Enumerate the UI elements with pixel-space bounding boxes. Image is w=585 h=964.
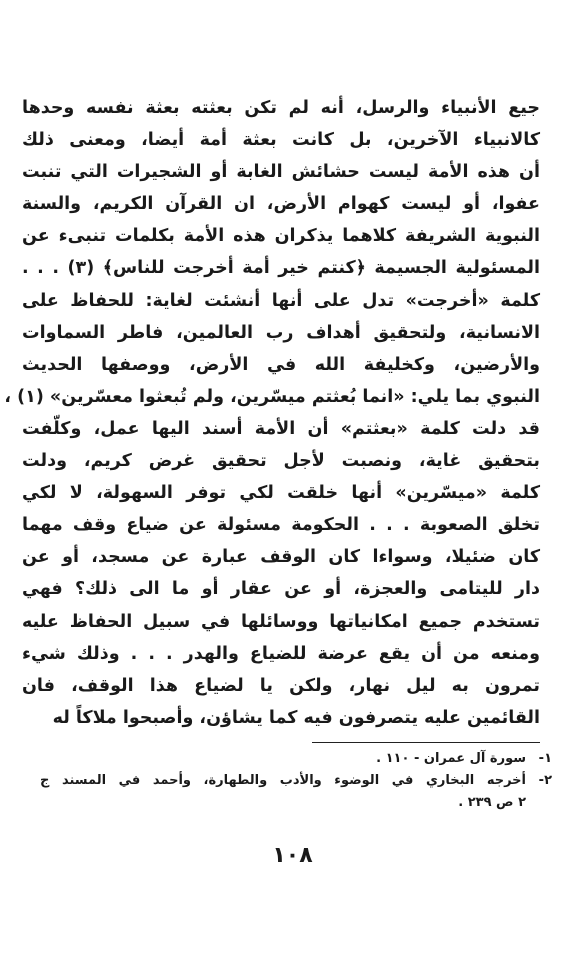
text-line: الانسانية، ولتحقيق أهداف رب العالمين، فاطر السماوات bbox=[22, 322, 540, 343]
text-line: تخلق الصعوبة . . . الحكومة مسئولة عن ضياع وقف مهما bbox=[22, 515, 540, 536]
footnote-text: سورة آل عمران - ١١٠ . bbox=[376, 751, 526, 766]
footnote-item bbox=[40, 748, 552, 770]
text-line: أن هذه الأمة ليست حشائش الغابة أو الشجيرات التي تنبت bbox=[22, 162, 540, 183]
text-line: عفوا، أو ليست كهوام الأرض، ان القرآن الكريم، والسنة bbox=[22, 194, 540, 215]
text-line: تستخدم جميع امكانياتها ووسائلها في سبيل الحفاظ عليه bbox=[22, 611, 540, 632]
text-line: قد دلت كلمة «بعثتم» أن الأمة أسند اليها عمل، وكلّفت bbox=[22, 418, 540, 439]
text-line: كلمة «أخرجت» تدل على أنها أنشئت لغاية: للحفاظ على bbox=[22, 290, 540, 311]
text-line: دار لليتامى والعجزة، أو عن عقار أو ما الى ذلك؟ فهي bbox=[22, 579, 540, 600]
text-line: النبوية الشريفة كلاهما يذكران هذه الأمة بكلمات تنبىء عن bbox=[22, 226, 540, 247]
text-line: والأرضين، وكخليفة الله في الأرض، ووصفها الحديث bbox=[22, 354, 540, 375]
footnote-text: أخرجه البخاري في الوضوء والأدب والطهارة، وأحمد في المسند ج bbox=[40, 773, 526, 788]
footnote-continuation: ٢ ص ٢٣٩ . bbox=[458, 795, 526, 810]
text-line: كلمة «ميسّرين» أنها خلقت لكي توفر السهولة، لا لكي bbox=[22, 483, 540, 504]
footnotes bbox=[40, 748, 552, 814]
page-number: ١٠٨ bbox=[272, 843, 313, 868]
text-line: جيع الأنبياء والرسل، أنه لم تكن بعثته بعثة نفسه وحدها bbox=[22, 98, 540, 118]
text-line: القائمين عليه يتصرفون فيه كما يشاؤن، وأصبحوا ملاكاً له bbox=[52, 707, 540, 728]
footnote-number: ١- bbox=[538, 751, 552, 766]
footnote-item bbox=[40, 770, 552, 792]
text-line: بتحقيق غاية، ونصبت لأجل تحقيق غرض كريم، ودلت bbox=[22, 451, 540, 472]
text-line: تمرون به ليل نهار، ولكن يا لضياع هذا الوقف، فان bbox=[22, 675, 540, 696]
text-line: المسئولية الجسيمة ﴿كنتم خير أمة أخرجت للناس﴾ (٣) . . . bbox=[22, 258, 540, 279]
main-text bbox=[4, 92, 540, 734]
footnote-divider bbox=[312, 742, 540, 743]
text-line: النبوي بما يلي: «انما بُعثتم ميسّرين، ولم تُبعثوا معسّرين» (١) ، bbox=[4, 386, 540, 407]
footnote-number: ٢- bbox=[538, 773, 552, 788]
text-line: ومنعه من أن يقع عرضة للضياع والهدر . . . وذلك شيء bbox=[22, 643, 540, 664]
text-line: كان ضئيلا، وسواءا كان الوقف عبارة عن مسجد، أو عن bbox=[22, 547, 540, 568]
text-line: كالانبياء الآخرين، بل كانت بعثة أمة أيضا، ومعنى ذلك bbox=[22, 130, 540, 151]
